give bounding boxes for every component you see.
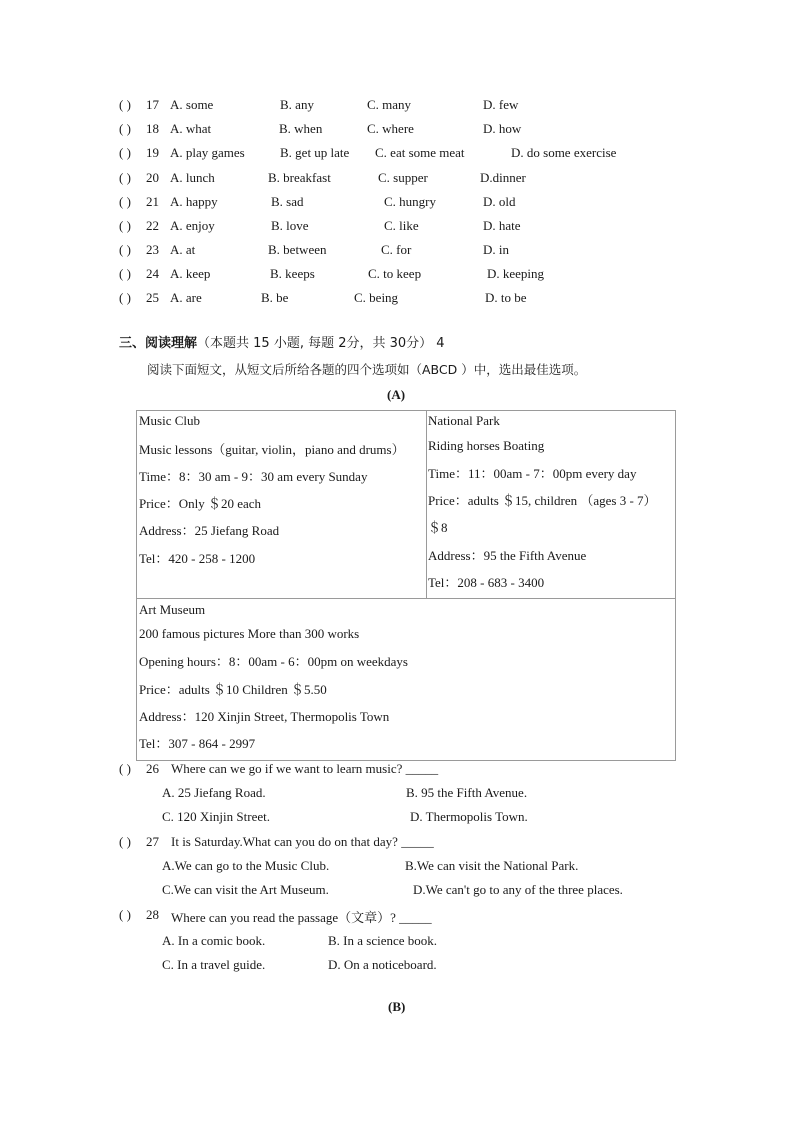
option-d: D. old xyxy=(483,194,516,209)
option-b: B. any xyxy=(280,97,314,112)
section-title-bold: 三、阅读理解 xyxy=(119,336,198,351)
answer-blank[interactable]: ( ) xyxy=(119,907,131,922)
option-c: C. like xyxy=(384,218,419,233)
option-c: C. for xyxy=(381,242,412,257)
cell-line: Address：25 Jiefang Road xyxy=(139,523,280,538)
answer-blank[interactable]: ( ) xyxy=(119,266,131,281)
cell-line: 200 famous pictures More than 300 works xyxy=(139,626,360,641)
answer-blank[interactable]: ( ) xyxy=(119,97,131,112)
cell-line: Price：adults ＄10 Children ＄5.50 xyxy=(139,682,327,697)
question-number: 24 xyxy=(146,266,159,281)
question-number: 28 xyxy=(146,907,159,922)
section-title xyxy=(119,332,445,351)
option-d: D. keeping xyxy=(487,266,545,281)
answer-blank[interactable]: ( ) xyxy=(119,170,131,185)
cell-line: Address：95 the Fifth Avenue xyxy=(428,548,587,563)
cell-line: Tel：208 - 683 - 3400 xyxy=(428,575,545,590)
option-c: C. supper xyxy=(378,170,428,185)
option-a: A. happy xyxy=(170,194,218,209)
option-d: D. how xyxy=(483,121,522,136)
option-b: B. be xyxy=(261,290,289,305)
option-b: B. 95 the Fifth Avenue. xyxy=(406,785,528,800)
answer-blank[interactable]: ( ) xyxy=(119,834,131,849)
option-a: A. In a comic book. xyxy=(162,933,266,948)
answer-blank[interactable]: ( ) xyxy=(119,145,131,160)
option-a: A. 25 Jiefang Road. xyxy=(162,785,266,800)
part-a-label: (A) xyxy=(387,387,406,402)
cell-line: Riding horses Boating xyxy=(428,438,545,453)
option-b: B. In a science book. xyxy=(328,933,438,948)
option-b: B. love xyxy=(271,218,309,233)
option-b: B. between xyxy=(268,242,327,257)
option-a: A. play games xyxy=(170,145,245,160)
answer-blank[interactable]: ( ) xyxy=(119,218,131,233)
part-b-label: (B) xyxy=(388,999,406,1014)
option-d: D. Thermopolis Town. xyxy=(410,809,528,824)
option-d: D.We can't go to any of the three places. xyxy=(413,882,623,897)
option-a: A. enjoy xyxy=(170,218,215,233)
option-d: D. do some exercise xyxy=(511,145,617,160)
answer-blank[interactable]: ( ) xyxy=(119,121,131,136)
option-a: A. at xyxy=(170,242,196,257)
option-c: C.We can visit the Art Museum. xyxy=(162,882,329,897)
option-c: C. to keep xyxy=(368,266,422,281)
option-d: D.dinner xyxy=(480,170,526,185)
option-c: C. hungry xyxy=(384,194,436,209)
option-b: B.We can visit the National Park. xyxy=(405,858,579,873)
option-d: D. hate xyxy=(483,218,521,233)
cell-line: Time：8：30 am - 9：30 am every Sunday xyxy=(139,469,368,484)
option-c: C. In a travel guide. xyxy=(162,957,266,972)
cell-title: Music Club xyxy=(139,413,201,428)
option-b: B. keeps xyxy=(270,266,315,281)
cell-title: Art Museum xyxy=(139,602,206,617)
option-b: B. when xyxy=(279,121,323,136)
section-title-detail: （本题共 15 小题, 每题 2分，共 30分） 4 xyxy=(197,336,445,351)
option-d: D. few xyxy=(483,97,519,112)
option-a: A. are xyxy=(170,290,202,305)
question-number: 27 xyxy=(146,834,159,849)
question-stem: It is Saturday.What can you do on that day? _____ xyxy=(171,834,434,849)
option-c: C. 120 Xinjin Street. xyxy=(162,809,270,824)
question-number: 20 xyxy=(146,170,159,185)
question-number: 22 xyxy=(146,218,159,233)
cell-line: Address：120 Xinjin Street, Thermopolis Town xyxy=(139,709,390,724)
reading-instruction: 阅读下面短文，从短文后所给各题的四个选项如（ABCD ）中，选出最佳选项。 xyxy=(147,362,587,377)
cell-line: Tel：420 - 258 - 1200 xyxy=(139,551,256,566)
option-b: B. breakfast xyxy=(268,170,331,185)
option-d: D. On a noticeboard. xyxy=(328,957,437,972)
option-c: C. eat some meat xyxy=(375,145,465,160)
cell-line: Opening hours：8：00am - 6：00pm on weekdays xyxy=(139,654,408,669)
table-divider-vertical xyxy=(426,410,427,599)
cell-line: Price：Only ＄20 each xyxy=(139,496,262,511)
cell-title: National Park xyxy=(428,413,500,428)
question-number: 21 xyxy=(146,194,159,209)
cell-line: Time：11：00am - 7：00pm every day xyxy=(428,466,637,481)
cell-line: ＄8 xyxy=(428,520,448,535)
option-a: A. what xyxy=(170,121,212,136)
option-b: B. get up late xyxy=(280,145,350,160)
answer-blank[interactable]: ( ) xyxy=(119,761,131,776)
option-a: A. keep xyxy=(170,266,211,281)
option-d: D. to be xyxy=(485,290,527,305)
cell-line: Tel：307 - 864 - 2997 xyxy=(139,736,256,751)
table-divider-horizontal xyxy=(136,598,676,599)
answer-blank[interactable]: ( ) xyxy=(119,242,131,257)
question-number: 26 xyxy=(146,761,159,776)
cell-line: Music lessons（guitar, violin，piano and drums） xyxy=(139,442,405,457)
option-c: C. where xyxy=(367,121,414,136)
question-number: 25 xyxy=(146,290,159,305)
answer-blank[interactable]: ( ) xyxy=(119,194,131,209)
question-stem: Where can we go if we want to learn music? _____ xyxy=(171,761,439,776)
question-number: 18 xyxy=(146,121,159,136)
option-d: D. in xyxy=(483,242,509,257)
question-number: 17 xyxy=(146,97,159,112)
option-a: A.We can go to the Music Club. xyxy=(162,858,330,873)
cell-line: Price：adults ＄15, children （ages 3 - 7） xyxy=(428,493,657,508)
option-c: C. many xyxy=(367,97,412,112)
question-stem: Where can you read the passage（文章）? _____ xyxy=(171,910,432,925)
option-a: A. some xyxy=(170,97,214,112)
question-number: 23 xyxy=(146,242,159,257)
option-b: B. sad xyxy=(271,194,304,209)
option-c: C. being xyxy=(354,290,399,305)
option-a: A. lunch xyxy=(170,170,215,185)
answer-blank[interactable]: ( ) xyxy=(119,290,131,305)
question-number: 19 xyxy=(146,145,159,160)
